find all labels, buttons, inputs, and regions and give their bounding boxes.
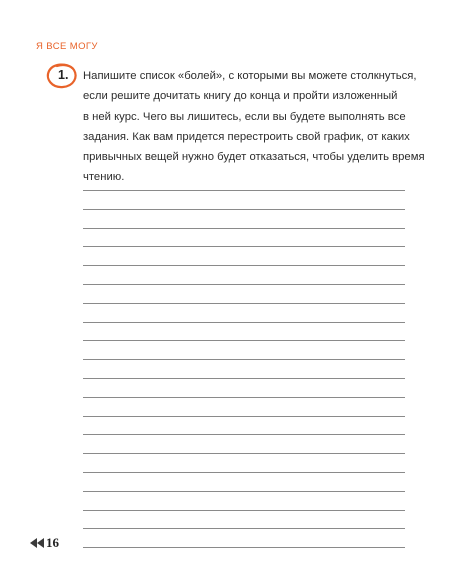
answer-line (83, 341, 405, 360)
answer-line (83, 492, 405, 511)
answer-line (83, 398, 405, 417)
page-number: 16 (46, 535, 59, 550)
answer-line (83, 473, 405, 492)
question-line: чтению. (83, 171, 125, 184)
answer-line (83, 360, 405, 379)
answer-line (83, 435, 405, 454)
answer-line (83, 511, 405, 530)
answer-line (83, 304, 405, 323)
question-line: Напишите список «болей», с которыми вы можете столкнуться, (83, 70, 417, 82)
question-line: привычных вещей нужно будет отказаться, чтобы уделить время (83, 151, 425, 164)
answer-line (83, 379, 405, 398)
task-number: 1. (58, 68, 69, 82)
task-question (83, 66, 425, 188)
task-number-badge (49, 65, 75, 87)
answer-line (83, 285, 405, 304)
answer-line (83, 323, 405, 342)
answer-line (83, 417, 405, 436)
answer-line (83, 529, 405, 548)
section-title: Я ВСЕ МОГУ (36, 41, 98, 52)
answer-writing-area[interactable] (83, 190, 405, 548)
answer-line (83, 191, 405, 210)
question-line: если решите дочитать книгу до конца и пройти изложенный (83, 90, 398, 103)
answer-line (83, 247, 405, 266)
question-line: в ней курс. Чего вы лишитесь, если вы будете выполнять все (83, 110, 406, 123)
answer-line (83, 266, 405, 285)
answer-line (83, 210, 405, 229)
question-line: задания. Как вам придется перестроить свой график, от каких (83, 130, 410, 143)
answer-line (83, 454, 405, 473)
answer-line (83, 229, 405, 248)
double-left-arrow-icon (30, 538, 44, 548)
